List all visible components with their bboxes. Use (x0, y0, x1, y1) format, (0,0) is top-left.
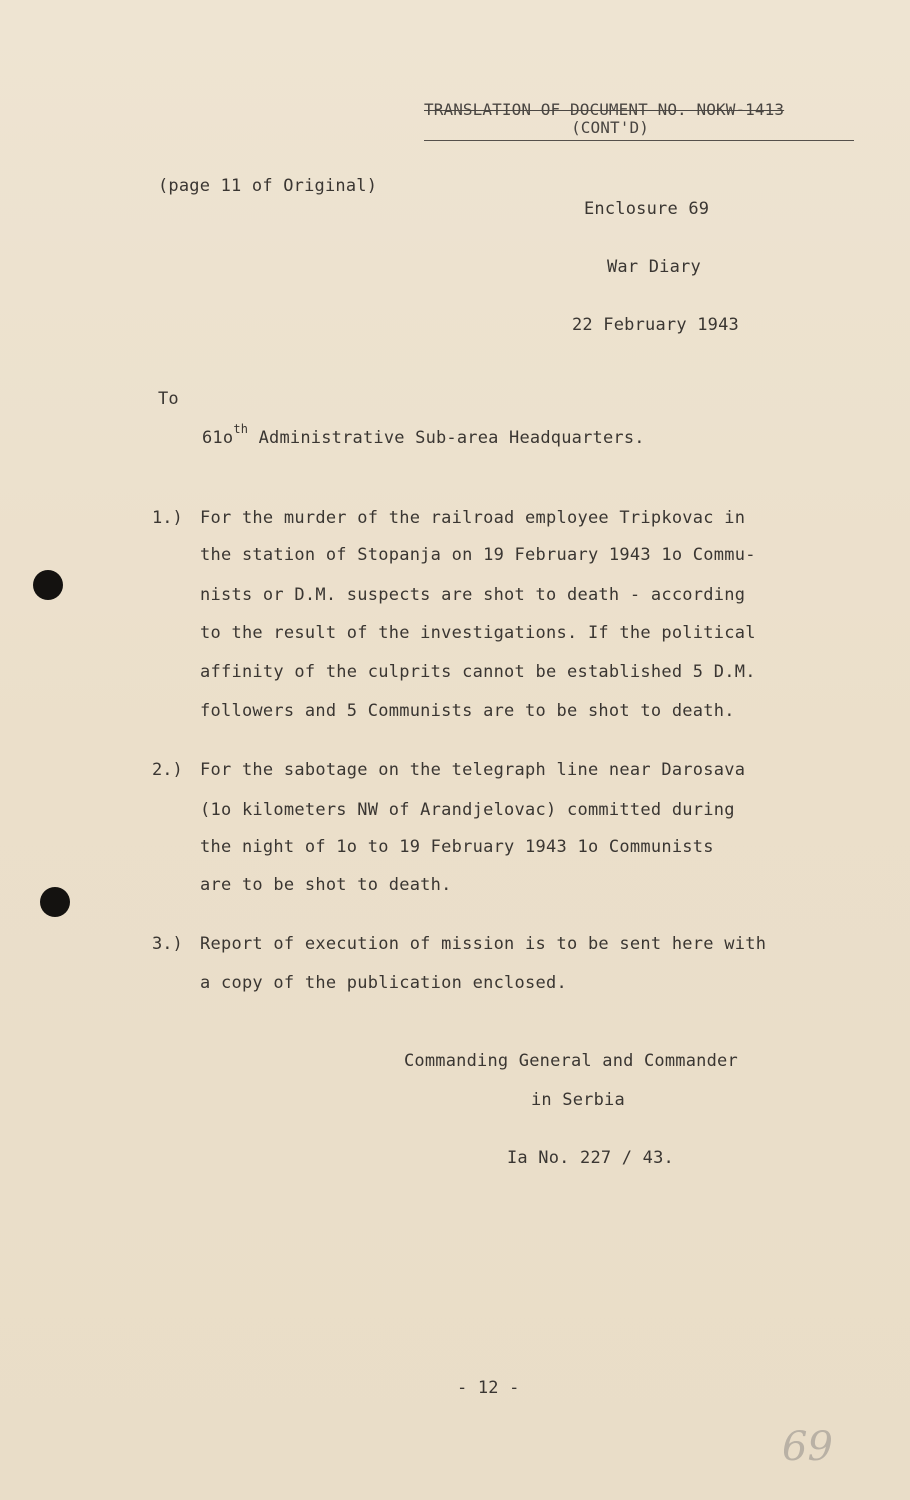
paragraph-2-line: the night of 1o to 19 February 1943 1o Communists (200, 837, 714, 857)
reference-number: Ia No. 227 / 43. (507, 1148, 674, 1168)
translation-header (424, 100, 854, 137)
header-underline (424, 140, 854, 141)
war-diary-label: War Diary (607, 257, 701, 277)
recipient-name: Administrative Sub-area Headquarters. (248, 428, 645, 448)
to-label: To (158, 389, 179, 409)
header-title: TRANSLATION OF DOCUMENT NO. NOKW-1413 (424, 100, 785, 119)
paragraph-1-line: nists or D.M. suspects are shot to death - according (200, 585, 746, 605)
paragraph-1-line: For the murder of the railroad employee Tripkovac in (200, 508, 746, 528)
paragraph-1-line: the station of Stopanja on 19 February 1943 1o Commu- (200, 545, 756, 565)
recipient (202, 422, 645, 448)
paragraph-3-number: 3.) (152, 934, 183, 954)
punch-hole (33, 570, 63, 600)
handwritten-folio-number: 69 (782, 1424, 833, 1470)
paragraph-2-line: For the sabotage on the telegraph line near Darosava (200, 760, 746, 780)
enclosure-label: Enclosure 69 (584, 199, 710, 219)
document-date: 22 February 1943 (572, 315, 739, 335)
page-reference: (page 11 of Original) (158, 176, 378, 196)
paragraph-3-line: a copy of the publication enclosed. (200, 973, 567, 993)
signature-location: in Serbia (531, 1090, 625, 1110)
paragraph-2-line: are to be shot to death. (200, 875, 452, 895)
paragraph-3-line: Report of execution of mission is to be sent here with (200, 934, 767, 954)
paragraph-1-line: followers and 5 Communists are to be shot to death. (200, 701, 735, 721)
paragraph-2-number: 2.) (152, 760, 183, 780)
paragraph-2-line: (1o kilometers NW of Arandjelovac) committed during (200, 800, 735, 820)
header-subtitle: (CONT'D) (571, 118, 649, 137)
paragraph-1-line: to the result of the investigations. If the political (200, 623, 756, 643)
punch-hole (40, 887, 70, 917)
page-number: - 12 - (457, 1378, 520, 1398)
signature-title: Commanding General and Commander (404, 1051, 738, 1071)
recipient-superscript: th (233, 422, 249, 436)
paragraph-1-number: 1.) (152, 508, 183, 528)
paragraph-1-line: affinity of the culprits cannot be established 5 D.M. (200, 662, 756, 682)
recipient-prefix: 61o (202, 428, 234, 448)
